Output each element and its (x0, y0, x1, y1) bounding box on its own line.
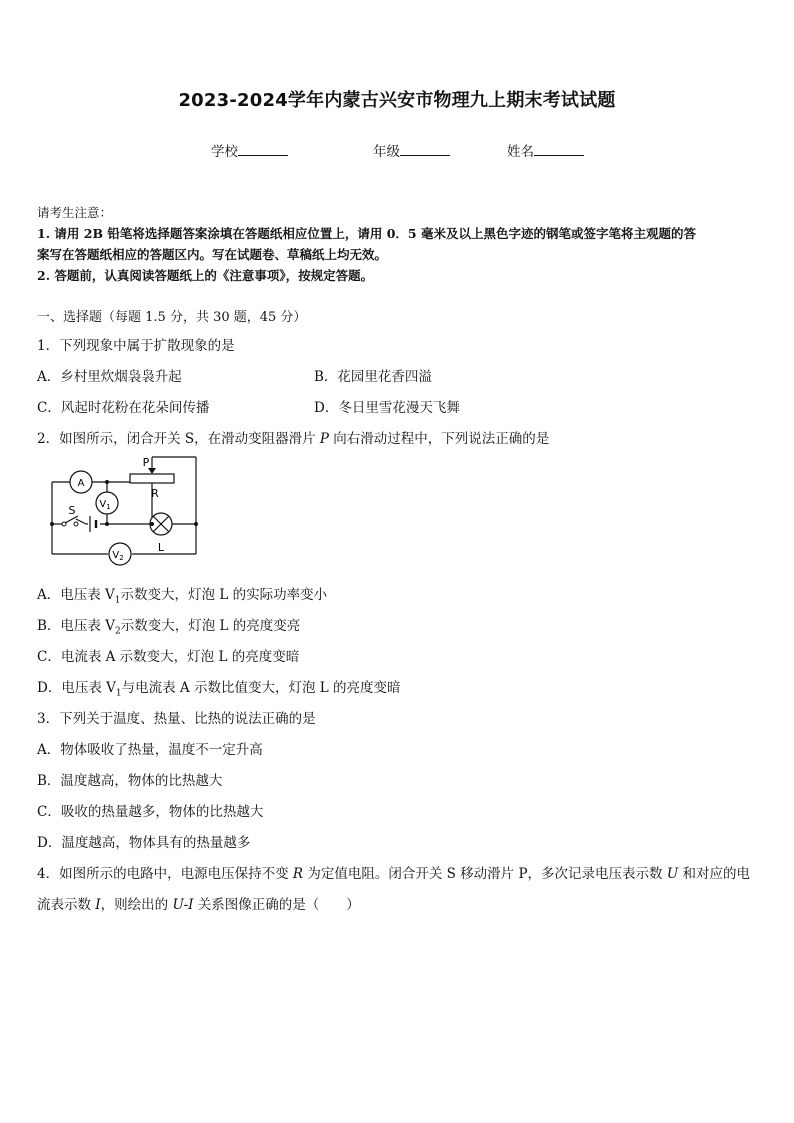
slider-label-p: P (142, 456, 150, 469)
name-label: 姓名 (507, 144, 534, 160)
switch-contact-right (74, 522, 78, 526)
q2-option-a[interactable]: A．电压表 $V_1$示数变大，灯泡 L 的实际功率变小 (37, 587, 328, 606)
rheostat-icon (130, 474, 174, 483)
q2-option-d[interactable]: D．电压表 $V_1$与电流表 A 示数比值变大，灯泡 L 的亮度变暗 (37, 680, 401, 699)
page-title: 2023-2024学年内蒙古兴安市物理九上期末考试试题 (178, 90, 616, 111)
notice-item-1-line-1: 1. 请用 2B 铅笔将选择题答案涂填在答题纸相应位置上，请用 0．5 毫米及以上黑色字迹的钢笔或签字笔将主观题的答 (37, 226, 696, 241)
q2-stem (37, 427, 549, 447)
q1-option-c[interactable]: C．风起时花粉在花朵间传播 (37, 400, 210, 416)
q1-option-a[interactable]: A．乡村里炊烟袅袅升起 (37, 369, 182, 385)
q4-stem-line-2: 流表示数 I，则绘出的 U-I 关系图像正确的是（ ） (37, 897, 360, 913)
rheostat-label-r: R (151, 487, 159, 500)
q1-option-b[interactable]: B．花园里花香四溢 (314, 369, 432, 385)
school-label: 学校 (211, 144, 238, 160)
voltmeter-v2-label: $V_2$ (112, 550, 124, 562)
q2-stem-part-2: 向右滑动过程中，下列说法正确的是 (329, 431, 550, 447)
grade-field[interactable] (373, 140, 450, 160)
section-heading: 一、选择题（每题 1.5 分，共 30 题，45 分） (37, 310, 307, 325)
grade-label: 年级 (373, 144, 400, 160)
junction-dot (105, 480, 109, 484)
q3-option-c[interactable]: C．吸收的热量越多，物体的比热越大 (37, 804, 264, 820)
q1-stem: 1．下列现象中属于扩散现象的是 (37, 338, 235, 354)
junction-dot (50, 522, 54, 526)
q3-stem: 3．下列关于温度、热量、比热的说法正确的是 (37, 711, 316, 727)
junction-dot (194, 522, 198, 526)
q2-option-c[interactable]: C．电流表 A 示数变大，灯泡 L 的亮度变暗 (37, 649, 300, 665)
q2-stem-var-p: P (319, 431, 330, 447)
q2-option-b[interactable]: B．电压表 $V_2$示数变大，灯泡 L 的亮度变亮 (37, 618, 301, 637)
lamp-label-l: L (157, 541, 165, 554)
name-blank[interactable] (534, 141, 584, 156)
switch-label-s: S (68, 504, 76, 517)
q3-option-a[interactable]: A．物体吸收了热量，温度不一定升高 (37, 742, 263, 758)
q2-stem-part-1: 2．如图所示，闭合开关 S，在滑动变阻器滑片 (37, 431, 320, 447)
q4-stem-line-1: 4．如图所示的电路中，电源电压保持不变 R 为定值电阻。闭合开关 S 移动滑片 P，多次记录电压表示数 U 和对应的电 (37, 866, 751, 882)
school-field[interactable] (211, 140, 288, 160)
q3-option-b[interactable]: B．温度越高，物体的比热越大 (37, 773, 223, 789)
school-blank[interactable] (238, 141, 288, 156)
junction-dot (105, 522, 109, 526)
q3-option-d[interactable]: D．温度越高，物体具有的热量越多 (37, 835, 251, 851)
ammeter-label: A (77, 478, 85, 489)
q1-option-d[interactable]: D．冬日里雪花漫天飞舞 (314, 400, 460, 416)
notice-item-2: 2. 答题前，认真阅读答题纸上的《注意事项》，按规定答题。 (37, 268, 374, 283)
name-field[interactable] (507, 140, 584, 160)
grade-blank[interactable] (400, 141, 450, 156)
notice-item-1-line-2: 案写在答题纸相应的答题区内。写在试题卷、草稿纸上均无效。 (37, 247, 388, 262)
voltmeter-v1-label: $V_1$ (99, 499, 111, 511)
junction-dot (150, 522, 154, 526)
notice-heading: 请考生注意： (37, 205, 113, 220)
q2-circuit-diagram (40, 452, 205, 567)
